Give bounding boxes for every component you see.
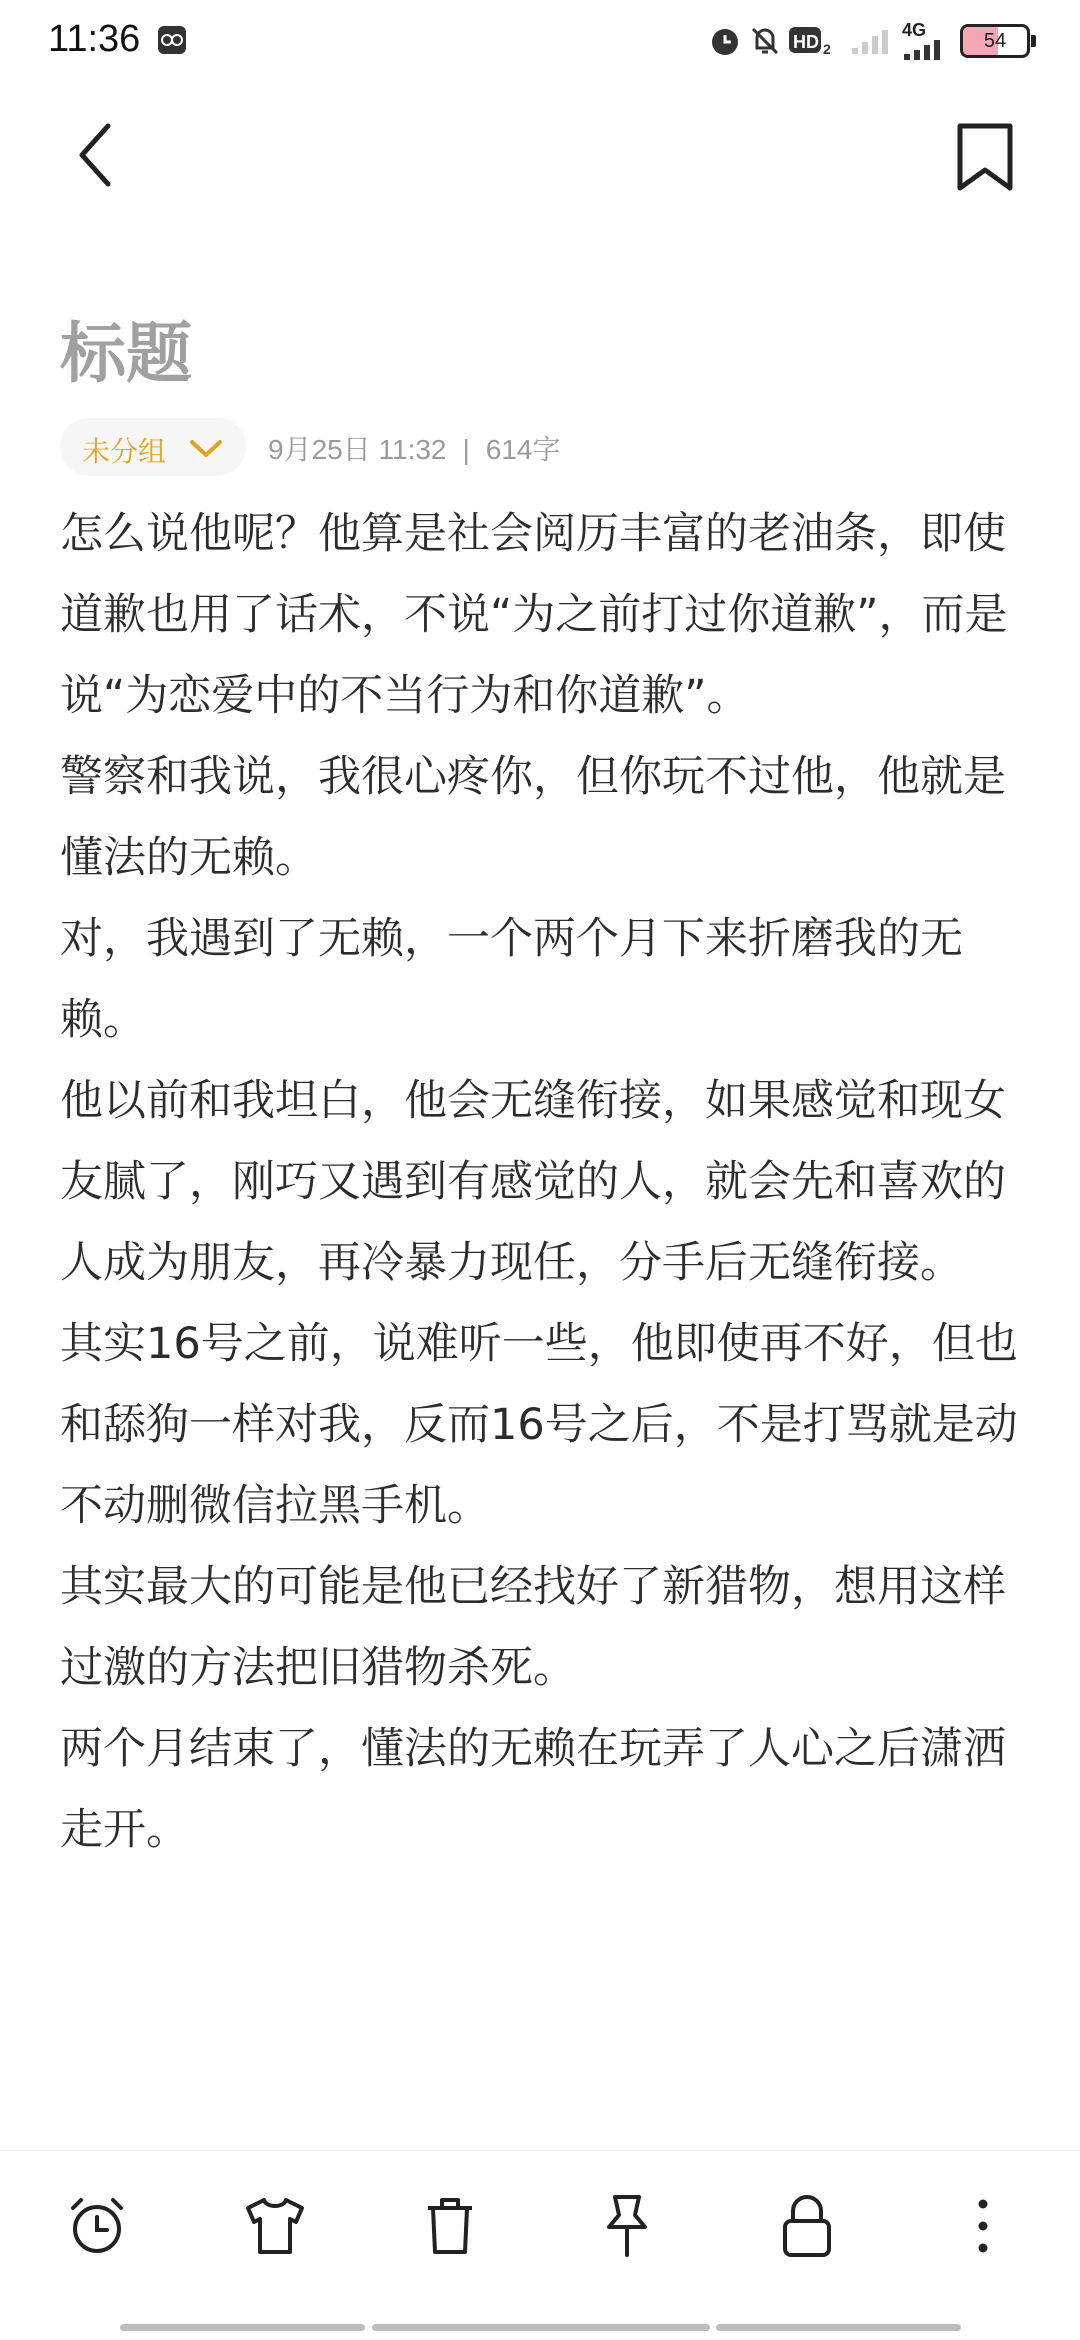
- bookmark-icon: [950, 120, 1020, 195]
- note-meta: [268, 428, 561, 468]
- back-button[interactable]: [62, 120, 132, 190]
- pin-icon: [597, 2193, 657, 2259]
- tshirt-icon: [242, 2196, 308, 2256]
- battery-indicator: [960, 24, 1030, 58]
- signal-strong-icon: [904, 40, 948, 64]
- note-body[interactable]: [60, 494, 1030, 1871]
- note-paragraph: 怎么说他呢？他算是社会阅历丰富的老油条，即使道歉也用了话术，不说“为之前打过你道歉”，而是说“为恋爱中的不当行为和你道歉”。: [60, 509, 1008, 721]
- trash-icon: [420, 2194, 480, 2258]
- signal-weak-icon: [852, 26, 892, 60]
- hd-icon: [788, 24, 834, 62]
- group-label: 未分组: [82, 435, 167, 468]
- lock-icon: [779, 2193, 835, 2259]
- pin-button[interactable]: [582, 2181, 672, 2271]
- svg-text:2: 2: [823, 41, 831, 57]
- meta-separator: |: [462, 434, 470, 465]
- network-type-label: 4G: [902, 20, 927, 40]
- note-paragraph: 两个月结束了，懂法的无赖在玩弄了人心之后潇洒走开。: [60, 1724, 1006, 1855]
- back-chevron-icon: [62, 120, 132, 190]
- screen-record-icon: [156, 24, 188, 60]
- theme-button[interactable]: [230, 2181, 320, 2271]
- note-paragraph: 对，我遇到了无赖，一个两个月下来折磨我的无赖。: [60, 914, 963, 1045]
- reminder-button[interactable]: [52, 2181, 142, 2271]
- note-paragraph: 警察和我说，我很心疼你，但你玩不过他，他就是懂法的无赖。: [60, 752, 1006, 883]
- note-paragraph: 其实16号之前，说难听一些，他即使再不好，但也和舔狗一样对我，反而16号之后，不是打骂就是动不动删微信拉黑手机。: [60, 1319, 1018, 1531]
- alarm-clock-icon: [65, 2194, 129, 2258]
- group-selector[interactable]: [60, 418, 246, 476]
- delete-button[interactable]: [405, 2181, 495, 2271]
- battery-tip: [1031, 35, 1036, 47]
- bookmark-button[interactable]: [950, 120, 1020, 195]
- nav-segment[interactable]: [716, 2324, 961, 2331]
- chevron-down-icon: [188, 436, 224, 460]
- svg-text:HD: HD: [793, 32, 819, 52]
- more-icon: [973, 2196, 993, 2256]
- nav-segment[interactable]: [120, 2324, 365, 2331]
- lock-button[interactable]: [762, 2181, 852, 2271]
- word-count: 614字: [485, 434, 561, 465]
- more-button[interactable]: [938, 2181, 1028, 2271]
- note-paragraph: 他以前和我坦白，他会无缝衔接，如果感觉和现女友腻了，刚巧又遇到有感觉的人，就会先和喜欢的人成为朋友，再冷暴力现任，分手后无缝衔接。: [60, 1076, 1006, 1288]
- alarm-status-icon: [708, 24, 742, 62]
- status-time: 11:36: [48, 18, 141, 60]
- note-title[interactable]: 标题: [60, 315, 192, 392]
- note-date: 9月25日 11:32: [268, 434, 447, 465]
- navigation-bar: [0, 2318, 1080, 2340]
- mute-icon: [748, 24, 782, 62]
- battery-level: 54: [983, 30, 1007, 52]
- nav-segment[interactable]: [372, 2324, 710, 2331]
- bottom-toolbar: [0, 2150, 1080, 2301]
- status-bar: [0, 0, 1080, 80]
- note-paragraph: 其实最大的可能是他已经找好了新猎物，想用这样过激的方法把旧猎物杀死。: [60, 1562, 1006, 1693]
